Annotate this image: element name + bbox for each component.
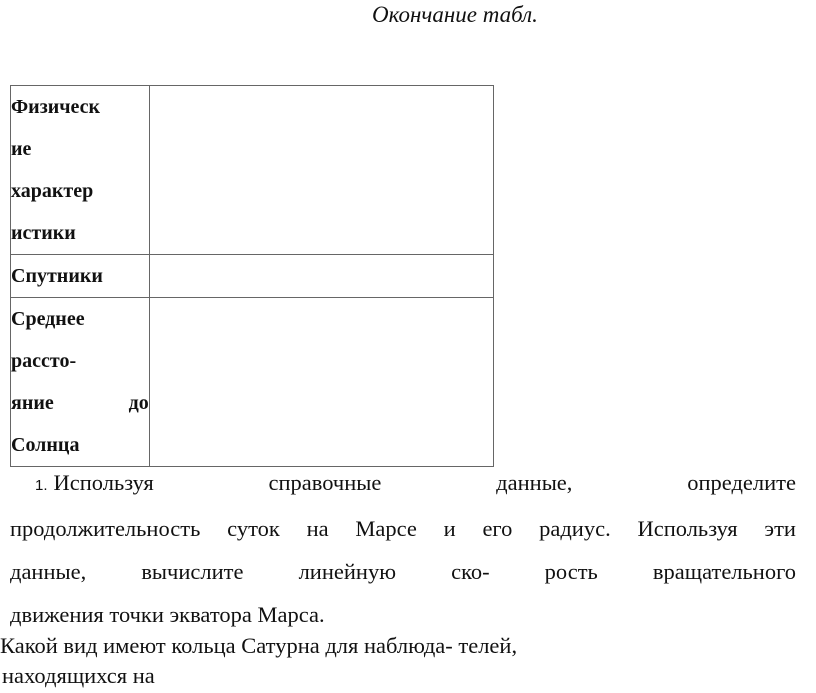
table-row xyxy=(11,86,494,255)
task-line: продолжительность суток на Марсе и его радиус. Используя эти xyxy=(10,516,796,541)
question-line: Какой вид имеют кольца Сатурна для наблюда- телей, xyxy=(0,633,518,658)
question-line: находящихся на xyxy=(2,663,155,688)
row-label-satellites: Спутники xyxy=(11,255,150,298)
row-label-physical: Физическ ие характер истики xyxy=(11,86,150,255)
task-number: 1. xyxy=(35,477,48,494)
task-paragraph xyxy=(10,461,796,636)
row-value-distance xyxy=(149,298,493,467)
task-line: данные, вычислите линейную ско- рость вращательного xyxy=(10,559,796,584)
table-row xyxy=(11,298,494,467)
data-table xyxy=(10,85,494,467)
task-line: 1. Используя справочные данные, определите xyxy=(10,461,796,507)
task-line: движения точки экватора Марса. xyxy=(10,602,325,627)
table-row xyxy=(11,255,494,298)
question-paragraph xyxy=(0,631,816,691)
row-label-distance: Среднее рассто- яние до Солнца xyxy=(11,298,150,467)
row-value-physical xyxy=(149,86,493,255)
table-continuation-caption: Окончание табл. xyxy=(372,2,538,27)
row-value-satellites xyxy=(149,255,493,298)
